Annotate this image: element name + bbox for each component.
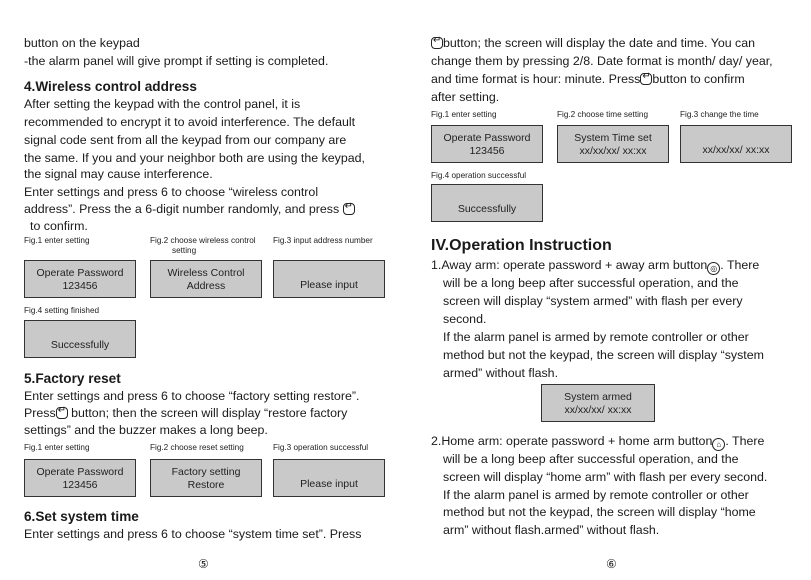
section-heading-wireless: 4.Wireless control address xyxy=(24,79,197,94)
body-text-line xyxy=(24,404,347,422)
lcd-screen-operate-password xyxy=(431,125,543,163)
lcd-line: xx/xx/xx/ xx:xx xyxy=(564,404,632,416)
body-text-line: screen will display “home arm” with flash per every second. xyxy=(443,470,768,484)
page-number: ⑤ xyxy=(198,557,209,571)
lcd-line: Successfully xyxy=(50,339,110,351)
body-text-line xyxy=(431,34,755,52)
body-text-line: signal code sent from all the keypad from our company are xyxy=(24,133,347,147)
body-text-line: after setting. xyxy=(431,90,500,104)
body-text-line: arm” without flash.armed” without flash. xyxy=(443,523,660,537)
lcd-line: Operate Password xyxy=(36,267,124,279)
figure-caption: Fig.1 enter setting xyxy=(431,110,497,119)
lcd-line: Operate Password xyxy=(36,466,124,478)
body-text-line xyxy=(431,256,759,275)
section-heading-operation: IV.Operation Instruction xyxy=(431,237,612,254)
body-text-span: 1.Away arm: operate password + away arm button xyxy=(431,258,708,272)
figure-caption: Fig.4 setting finished xyxy=(24,306,100,315)
home-arm-icon: ⌂ xyxy=(712,438,725,451)
body-text-line: the same. If you and your neighbor both are using the keypad, xyxy=(24,151,365,165)
figure-caption: setting xyxy=(172,246,197,255)
lcd-line: Operate Password xyxy=(443,132,531,144)
lcd-line: Factory setting xyxy=(171,466,241,478)
figure-caption: Fig.4 operation successful xyxy=(431,171,527,180)
body-text-line: will be a long beep after successful operation, and the xyxy=(443,276,739,290)
body-text-line: change them by pressing 2/8. Date format is month/ day/ year, xyxy=(431,54,773,68)
lcd-screen-operate-password xyxy=(24,459,136,497)
figure-caption: Fig.2 choose wireless control xyxy=(150,236,256,245)
figure-caption: Fig.3 input address number xyxy=(273,236,373,245)
body-text-line: screen will display “system armed” with flash per every xyxy=(443,294,743,308)
body-text-span: and time format is hour: minute. Press xyxy=(431,72,641,86)
lcd-line: 123456 xyxy=(469,145,505,157)
lcd-screen-change-time xyxy=(680,125,792,163)
lcd-screen-operate-password xyxy=(24,260,136,298)
body-text-line: settings” and the buzzer makes a long beep. xyxy=(24,423,268,437)
body-text-span: 2.Home arm: operate password + home arm button xyxy=(431,434,713,448)
lcd-screen-wireless-address xyxy=(150,260,262,298)
figure-caption: Fig.2 choose reset setting xyxy=(150,443,244,452)
body-text-span: . There xyxy=(725,434,765,448)
lcd-line: System armed xyxy=(564,391,632,403)
lcd-screen-factory-restore xyxy=(150,459,262,497)
body-text-span: button; then the screen will display “restore factory xyxy=(71,406,348,420)
lcd-screen-system-time-set xyxy=(557,125,669,163)
section-heading-system-time: 6.Set system time xyxy=(24,509,139,524)
lcd-line: Restore xyxy=(187,479,225,491)
figure-caption: Fig.1 enter setting xyxy=(24,236,90,245)
body-text-line: to confirm. xyxy=(30,219,88,233)
body-text-line xyxy=(24,200,355,218)
lcd-screen-please-input xyxy=(273,260,385,298)
body-text-span: button to confirm xyxy=(652,72,745,86)
body-text-span: . There xyxy=(720,258,760,272)
body-text-line: armed” without flash. xyxy=(443,366,559,380)
body-text-span: Press xyxy=(24,406,56,420)
away-arm-icon: ◎ xyxy=(707,262,720,275)
body-text-line: -the alarm panel will give prompt if setting is completed. xyxy=(24,54,329,68)
lcd-line: System Time set xyxy=(574,132,652,144)
page-number: ⑥ xyxy=(606,557,617,571)
lcd-line: 123456 xyxy=(62,280,98,292)
section-heading-factory-reset: 5.Factory reset xyxy=(24,371,121,386)
enter-key-icon: ↵ xyxy=(431,37,443,49)
lcd-screen-successfully xyxy=(24,320,136,358)
lcd-line: Please input xyxy=(300,279,358,291)
lcd-line: Wireless Control xyxy=(167,267,245,279)
figure-caption: Fig.3 operation successful xyxy=(273,443,369,452)
body-text-span: button; the screen will display the date and time. You can xyxy=(443,36,756,50)
body-text-line: After setting the keypad with the control panel, it is xyxy=(24,97,301,111)
figure-caption: Fig.2 choose time setting xyxy=(557,110,649,119)
figure-caption: Fig.1 enter setting xyxy=(24,443,90,452)
body-text-line: will be a long beep after successful operation, and the xyxy=(443,452,739,466)
body-text-line: Enter settings and press 6 to choose “system time set”. Press xyxy=(24,527,362,541)
body-text-line: the signal may cause interference. xyxy=(24,167,213,181)
body-text-line: method but not the keypad, the screen will display “system xyxy=(443,348,764,362)
lcd-line: xx/xx/xx/ xx:xx xyxy=(702,144,770,156)
body-text-line: Enter settings and press 6 to choose “factory setting restore”. xyxy=(24,389,360,403)
body-text-line: Enter settings and press 6 to choose “wireless control xyxy=(24,185,319,199)
lcd-line: Address xyxy=(186,280,226,292)
lcd-line: xx/xx/xx/ xx:xx xyxy=(579,145,647,157)
body-text-span: address”. Press the a 6-digit number randomly, and press xyxy=(24,202,340,216)
body-text-line xyxy=(431,70,745,88)
lcd-line: Please input xyxy=(300,478,358,490)
body-text-line: recommended to encrypt it to avoid interference. The default xyxy=(24,115,356,129)
enter-key-icon: ↵ xyxy=(56,407,68,419)
body-text-line: If the alarm panel is armed by remote controller or other xyxy=(443,488,749,502)
figure-caption: Fig.3 change the time xyxy=(680,110,759,119)
lcd-screen-please-input xyxy=(273,459,385,497)
lcd-screen-system-armed xyxy=(541,384,655,422)
lcd-screen-successfully xyxy=(431,184,543,222)
body-text-line: second. xyxy=(443,312,487,326)
lcd-line: 123456 xyxy=(62,479,98,491)
body-text-line: If the alarm panel is armed by remote controller or other xyxy=(443,330,749,344)
enter-key-icon: ↵ xyxy=(343,203,355,215)
body-text-line: method but not the keypad, the screen will display “home xyxy=(443,505,756,519)
enter-key-icon: ↵ xyxy=(640,73,652,85)
lcd-line: Successfully xyxy=(457,203,517,215)
body-text-line xyxy=(431,432,764,451)
body-text-line: button on the keypad xyxy=(24,36,140,50)
